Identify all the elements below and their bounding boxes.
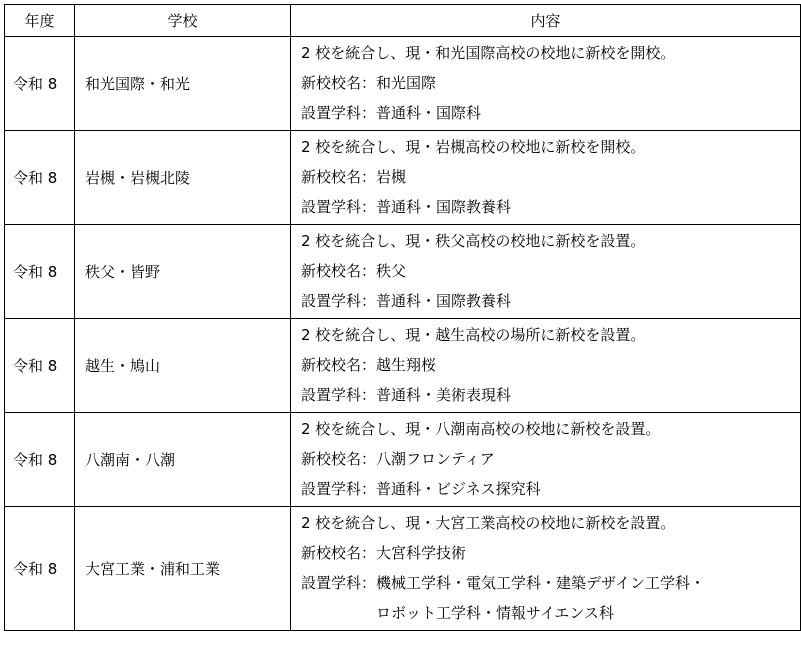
content-new-school-name: 新校校名：越生翔桜 <box>301 356 437 374</box>
content-new-school-name: 新校校名：八潮フロンティア <box>301 450 495 468</box>
department-line: 普通科・美術表現科 <box>376 386 512 404</box>
cell-year: 令和 8 <box>5 225 75 319</box>
header-content: 内容 <box>291 5 801 37</box>
cell-school: 和光国際・和光 <box>75 37 291 131</box>
table-row <box>5 37 801 131</box>
content-summary: 2 校を統合し、現・秩父高校の校地に新校を設置。 <box>301 232 646 250</box>
departments-values <box>376 474 541 504</box>
departments-label: 設置学科： <box>301 104 377 122</box>
departments-label: 設置学科： <box>301 480 377 498</box>
departments-label: 設置学科： <box>301 292 377 310</box>
cell-content <box>291 319 801 413</box>
departments-label: 設置学科： <box>301 574 377 592</box>
cell-content <box>291 507 801 631</box>
table-row <box>5 413 801 507</box>
cell-school: 大宮工業・浦和工業 <box>75 507 291 631</box>
departments-label: 設置学科： <box>301 386 377 404</box>
content-new-school-name: 新校校名：大宮科学技術 <box>301 544 467 562</box>
departments-values <box>376 286 511 316</box>
cell-year: 令和 8 <box>5 37 75 131</box>
cell-year: 令和 8 <box>5 319 75 413</box>
table-row <box>5 319 801 413</box>
cell-year: 令和 8 <box>5 413 75 507</box>
table-header-row <box>5 5 801 37</box>
departments-values <box>376 192 511 222</box>
content-summary: 2 校を統合し、現・大宮工業高校の校地に新校を設置。 <box>301 514 676 532</box>
content-summary: 2 校を統合し、現・八潮南高校の校地に新校を設置。 <box>301 420 661 438</box>
cell-school: 越生・鳩山 <box>75 319 291 413</box>
content-departments <box>301 568 800 628</box>
cell-content <box>291 37 801 131</box>
departments-values <box>376 568 705 628</box>
cell-year: 令和 8 <box>5 131 75 225</box>
department-line: 普通科・国際教養科 <box>376 292 512 310</box>
cell-school: 八潮南・八潮 <box>75 413 291 507</box>
department-line: 普通科・ビジネス探究科 <box>376 480 541 498</box>
cell-school: 秩父・皆野 <box>75 225 291 319</box>
cell-content <box>291 413 801 507</box>
cell-content <box>291 131 801 225</box>
cell-school: 岩槻・岩槻北陵 <box>75 131 291 225</box>
department-line: 機械工学科・電気工学科・建築デザイン工学科・ <box>376 574 705 592</box>
content-departments <box>301 380 800 410</box>
content-new-school-name: 新校校名：秩父 <box>301 262 407 280</box>
department-line: 普通科・国際教養科 <box>376 198 512 216</box>
school-merger-table <box>4 4 801 631</box>
cell-content <box>291 225 801 319</box>
header-year: 年度 <box>5 5 75 37</box>
content-new-school-name: 新校校名：和光国際 <box>301 74 437 92</box>
cell-year: 令和 8 <box>5 507 75 631</box>
content-departments <box>301 192 800 222</box>
table-row <box>5 131 801 225</box>
header-school: 学校 <box>75 5 291 37</box>
content-departments <box>301 286 800 316</box>
content-summary: 2 校を統合し、現・和光国際高校の校地に新校を開校。 <box>301 44 676 62</box>
department-line: ロボット工学科・情報サイエンス科 <box>376 604 614 622</box>
departments-values <box>376 380 511 410</box>
table-row <box>5 225 801 319</box>
departments-label: 設置学科： <box>301 198 377 216</box>
content-new-school-name: 新校校名：岩槻 <box>301 168 407 186</box>
content-departments <box>301 474 800 504</box>
content-summary: 2 校を統合し、現・岩槻高校の校地に新校を開校。 <box>301 138 646 156</box>
table-row <box>5 507 801 631</box>
departments-values <box>376 98 481 128</box>
table-body <box>5 37 801 631</box>
content-summary: 2 校を統合し、現・越生高校の場所に新校を設置。 <box>301 326 646 344</box>
department-line: 普通科・国際科 <box>376 104 482 122</box>
content-departments <box>301 98 800 128</box>
